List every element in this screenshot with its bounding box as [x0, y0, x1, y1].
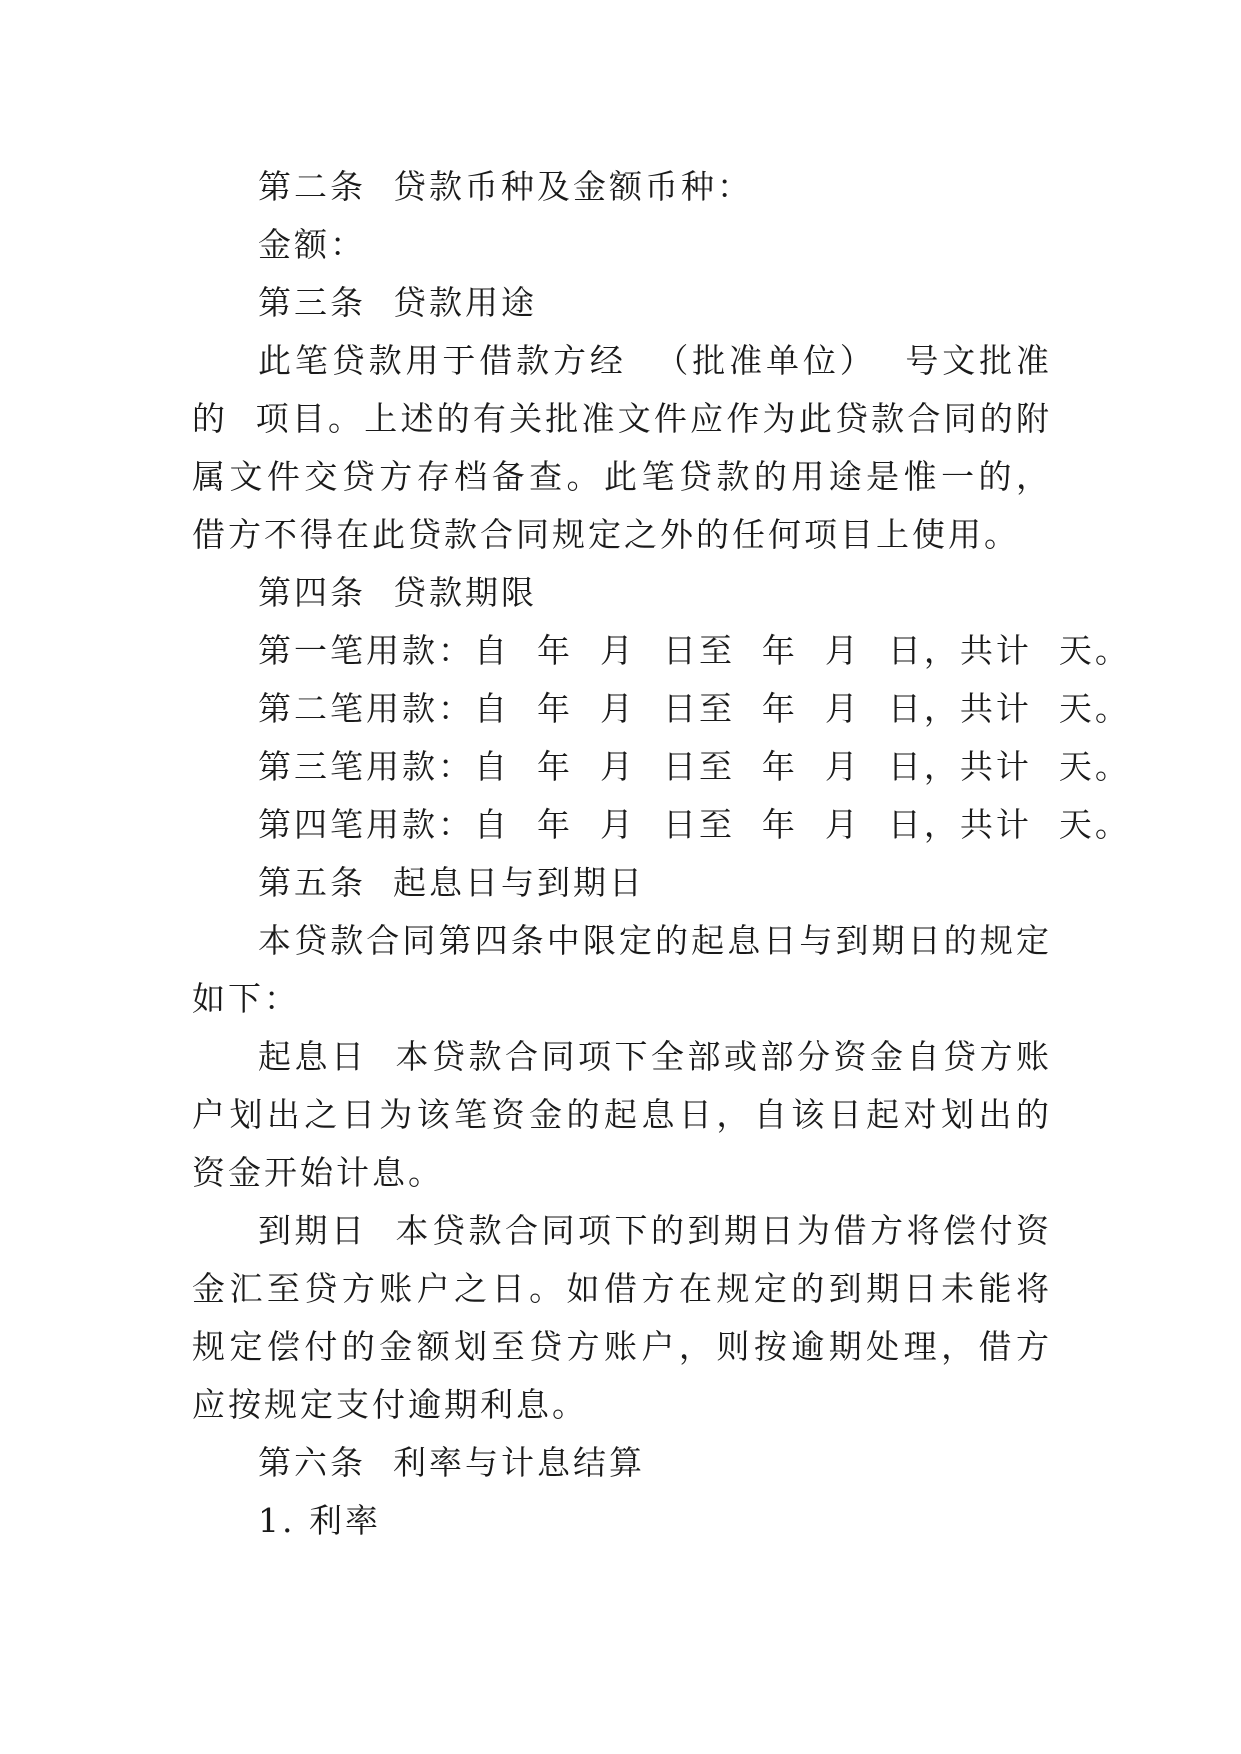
article-5-heading: 第五条 起息日与到期日: [258, 863, 645, 902]
article-5-maturity-date-paragraph: 到期日 本贷款合同项下的到期日为借方将偿付资金汇至贷方账户之日。如借方在规定的到期日未能将规定偿付的金额划至贷方账户，则按逾期处理，借方应按规定支付逾期利息。: [192, 1211, 1052, 1424]
article-4-drawdown-3: 第三笔用款：自 年 月 日至 年 月 日，共计 天。: [258, 747, 1131, 786]
article-4-drawdown-4: 第四笔用款：自 年 月 日至 年 月 日，共计 天。: [258, 805, 1131, 844]
article-4-drawdown-2: 第二笔用款：自 年 月 日至 年 月 日，共计 天。: [258, 689, 1131, 728]
article-4-heading: 第四条 贷款期限: [258, 573, 537, 612]
article-6-heading: 第六条 利率与计息结算: [258, 1443, 645, 1482]
article-2-heading: 第二条 贷款币种及金额币种：: [258, 167, 753, 206]
article-2-amount-line: 金额：: [258, 225, 366, 264]
document-body: [192, 158, 1131, 1550]
article-6-item-1: 1. 利率: [258, 1501, 381, 1540]
article-3-heading: 第三条 贷款用途: [258, 283, 537, 322]
article-5-value-date-paragraph: 起息日 本贷款合同项下全部或部分资金自贷方账户划出之日为该笔资金的起息日，自该日起对划出的资金开始计息。: [192, 1037, 1052, 1192]
article-3-paragraph: 此笔贷款用于借款方经 （批准单位） 号文批准的 项目。上述的有关批准文件应作为此贷款合同的附属文件交贷方存档备查。此笔贷款的用途是惟一的，借方不得在此贷款合同规定之外的任何项目上使用。: [192, 341, 1052, 554]
article-4-drawdown-1: 第一笔用款：自 年 月 日至 年 月 日，共计 天。: [258, 631, 1131, 670]
article-5-intro-paragraph: 本贷款合同第四条中限定的起息日与到期日的规定如下：: [192, 921, 1052, 1018]
